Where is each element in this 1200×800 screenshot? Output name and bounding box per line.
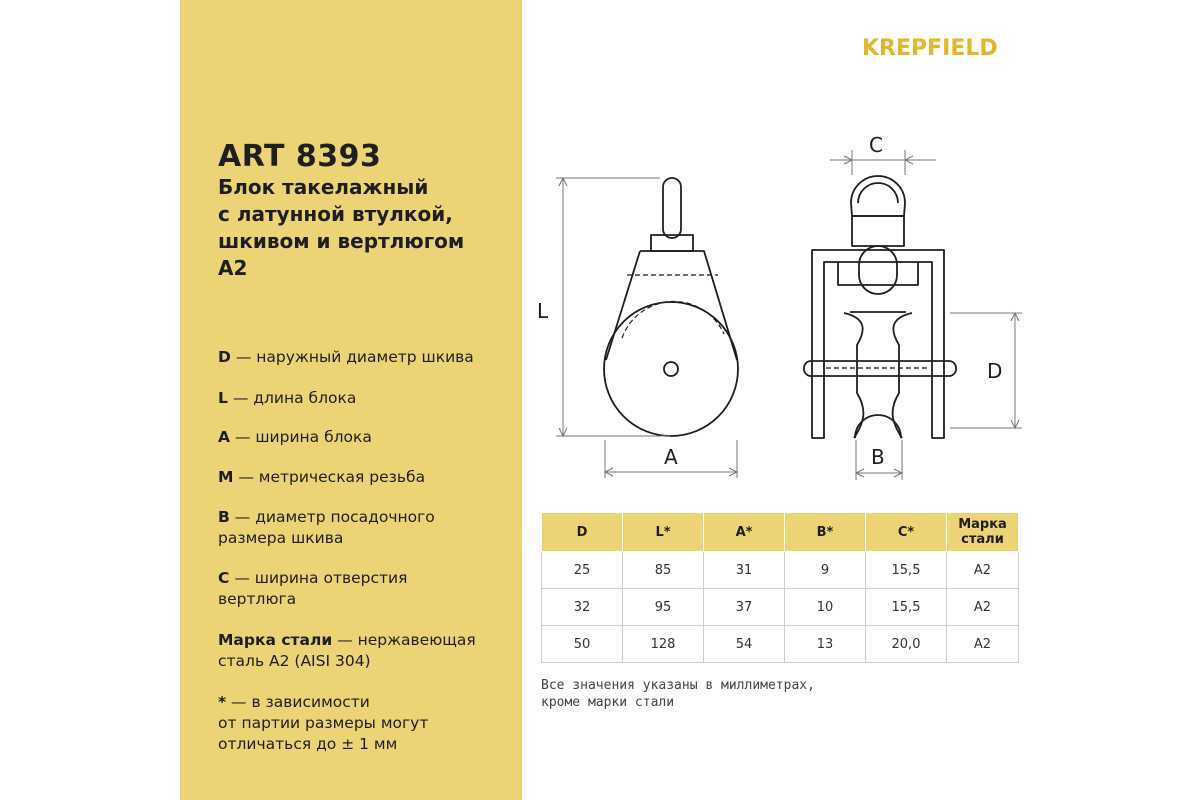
table-cell: A2: [947, 589, 1019, 626]
legend-item-a: [218, 427, 518, 448]
table-cell: 20,0: [866, 626, 947, 663]
table-row: [542, 589, 1019, 626]
table-header-row: [542, 513, 1019, 552]
units-note-line: кроме марки стали: [541, 695, 675, 710]
legend-item-b: [218, 507, 518, 549]
legend-text: — диаметр посадочного: [234, 508, 435, 526]
legend-key: B: [218, 508, 230, 526]
legend-key: C: [218, 569, 230, 587]
table-row: [542, 626, 1019, 663]
legend-item-c: [218, 568, 518, 610]
dimension-label-l: L: [537, 299, 549, 323]
legend-key: Марка стали: [218, 631, 333, 649]
dimensions-table: [541, 512, 1019, 663]
table-cell: 32: [542, 589, 623, 626]
legend-text: сталь A2 (AISI 304): [218, 652, 371, 670]
table-cell: 10: [785, 589, 866, 626]
product-title-line: шкивом и вертлюгом: [218, 229, 465, 253]
table-cell: 31: [704, 552, 785, 589]
product-title: [218, 174, 518, 282]
column-header: L*: [623, 513, 704, 552]
product-title-line: Блок такелажный: [218, 175, 429, 199]
dimension-label-a: A: [664, 445, 678, 469]
column-header: C*: [866, 513, 947, 552]
product-title-line: с латунной втулкой,: [218, 202, 453, 226]
legend-text: — нержавеющая: [337, 631, 476, 649]
table-cell: 13: [785, 626, 866, 663]
legend-key: A: [218, 428, 230, 446]
brand-logo: KREPFIELD: [862, 36, 998, 61]
units-note: [541, 677, 815, 711]
technical-drawing: [530, 120, 1050, 500]
legend-text: от партии размеры могут: [218, 714, 429, 732]
legend-key: M: [218, 468, 234, 486]
article-number: ART 8393: [218, 139, 382, 174]
dimension-label-c: C: [869, 133, 883, 157]
legend-text: — наружный диаметр шкива: [235, 348, 474, 366]
pulley-front-view: [804, 176, 956, 438]
table-cell: 50: [542, 626, 623, 663]
table-cell: 9: [785, 552, 866, 589]
legend-text: — в зависимости: [231, 693, 370, 711]
table-cell: A2: [947, 626, 1019, 663]
legend-text: размера шкива: [218, 529, 344, 547]
column-header: Марка стали: [947, 513, 1019, 552]
legend-text: отличаться до ± 1 мм: [218, 735, 398, 753]
pulley-side-view: [604, 178, 738, 436]
table-cell: 37: [704, 589, 785, 626]
table-cell: 54: [704, 626, 785, 663]
legend-item-m: [218, 467, 518, 488]
legend-item-steel: [218, 630, 518, 672]
product-title-line: A2: [218, 256, 248, 280]
legend-item-tolerance: [218, 692, 518, 755]
column-header: D: [542, 513, 623, 552]
table-cell: 95: [623, 589, 704, 626]
dimension-label-b: B: [871, 445, 885, 469]
units-note-line: Все значения указаны в миллиметрах,: [541, 678, 815, 693]
table-cell: 128: [623, 626, 704, 663]
table-cell: 15,5: [866, 552, 947, 589]
column-header: B*: [785, 513, 866, 552]
table-cell: 15,5: [866, 589, 947, 626]
column-header: A*: [704, 513, 785, 552]
table-cell: A2: [947, 552, 1019, 589]
legend-item-d: [218, 347, 518, 368]
legend-text: — ширина блока: [234, 428, 372, 446]
legend-text: — ширина отверстия: [234, 569, 408, 587]
legend-text: вертлюга: [218, 590, 297, 608]
table-cell: 25: [542, 552, 623, 589]
table-cell: 85: [623, 552, 704, 589]
legend-text: — длина блока: [232, 389, 357, 407]
dimension-label-d: D: [987, 359, 1003, 383]
legend-text: — метрическая резьба: [238, 468, 426, 486]
legend-key: *: [218, 693, 227, 711]
table-row: [542, 552, 1019, 589]
legend-key: L: [218, 389, 228, 407]
legend-item-l: [218, 388, 518, 409]
legend-key: D: [218, 348, 231, 366]
